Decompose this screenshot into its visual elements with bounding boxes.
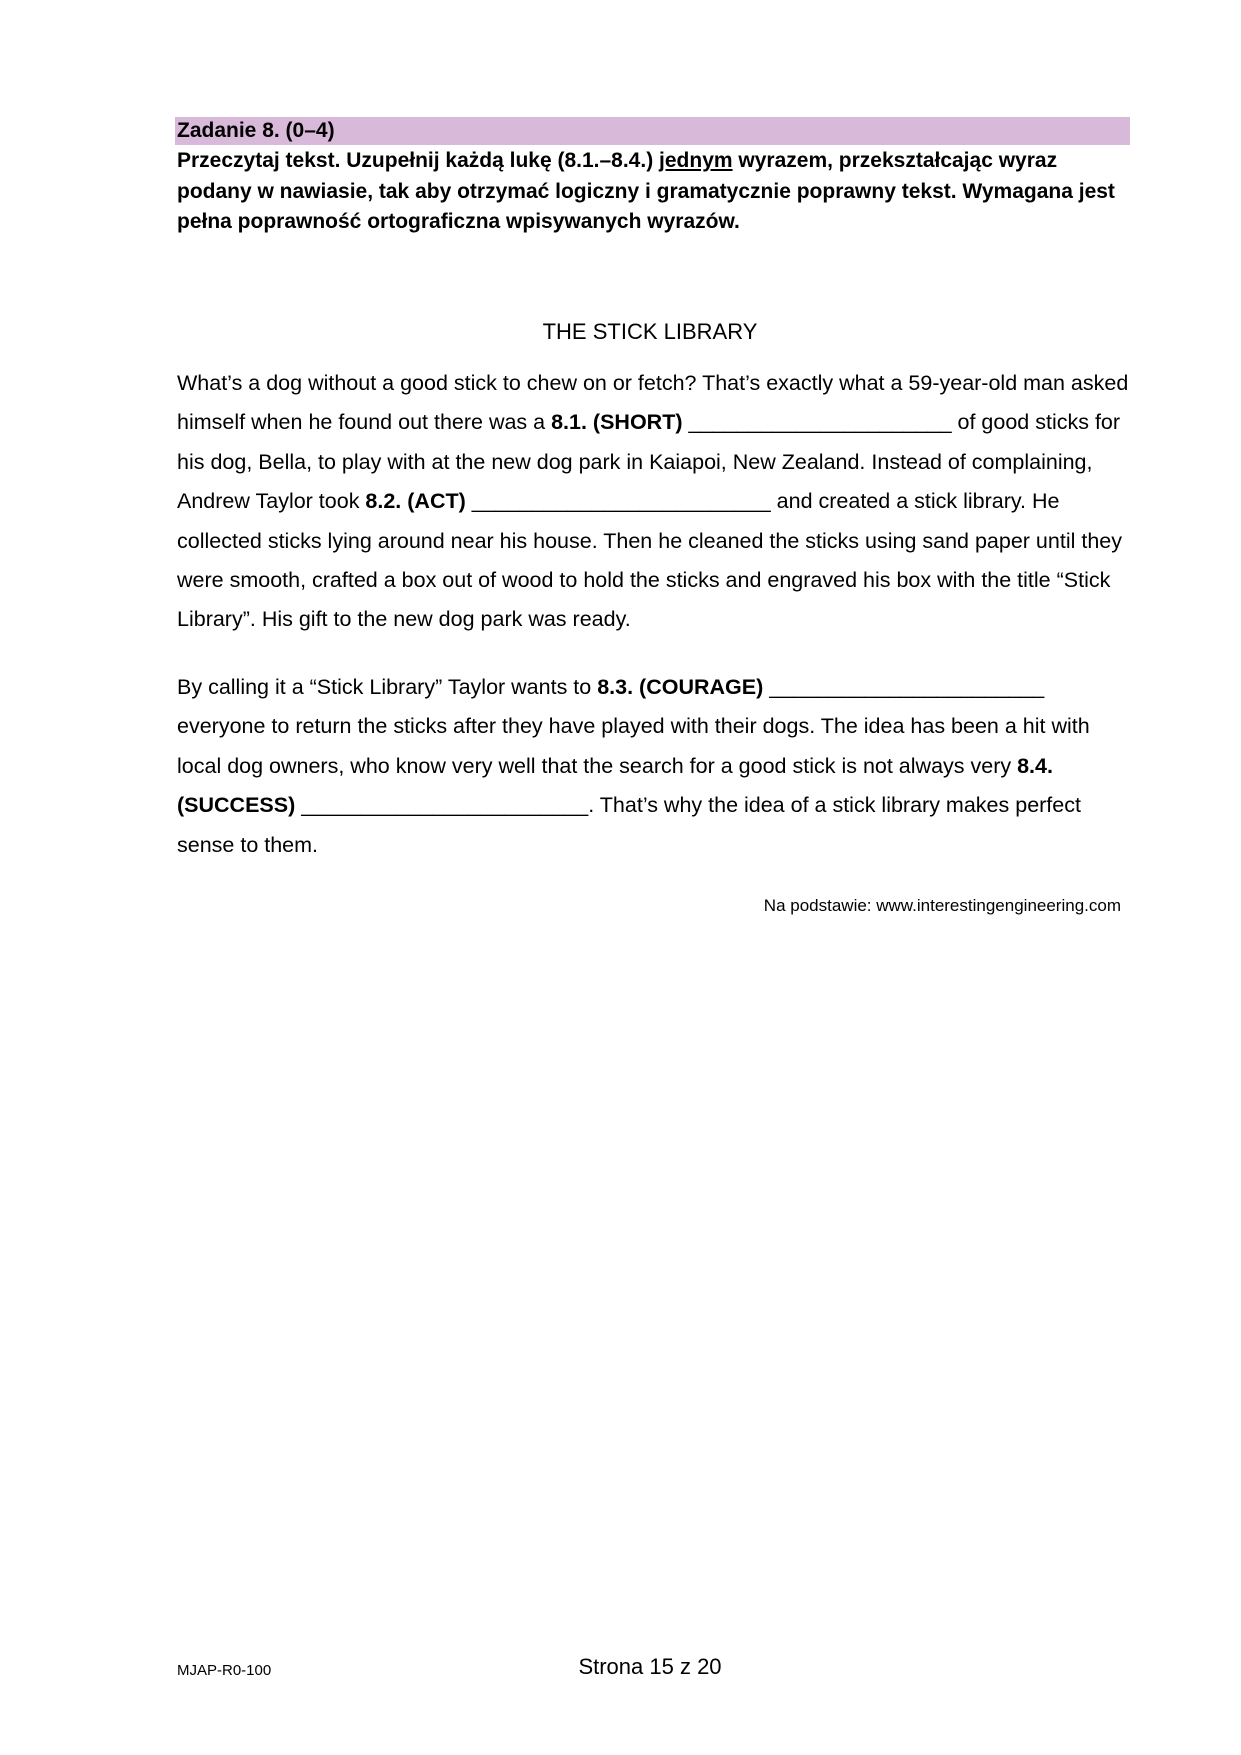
paragraph-text: everyone to return the sticks after they have played with their dogs. The idea has been a hit with local dog owners, who know very well that the search for a good stick is not always very <box>177 714 1090 778</box>
gap-8-3-blank[interactable]: _______________________ <box>769 675 1045 699</box>
article-paragraph-2 <box>177 668 1137 865</box>
paragraph-text: of good sticks for his dog, Bella, to play with at the new dog park in Kaiapoi, New Zealand. Instead of complaining, Andrew Taylor took <box>177 410 1121 514</box>
task-instructions <box>177 146 1137 238</box>
gap-8-1-blank[interactable]: ______________________ <box>688 410 952 435</box>
article-title: THE STICK LIBRARY <box>542 319 758 344</box>
paragraph-text: What’s a dog without a good stick to chew on or fetch? That’s exactly what a 59-year-old man asked himself when he found out there was a <box>177 371 1129 435</box>
instruction-text-2: wyrazem, przekształcając wyraz podany w nawiasie, tak aby otrzymać logiczny i gramatycznie poprawny tekst. Wymagana jest pełna poprawność ortograficzna wpisywanych wyrazów. <box>177 149 1115 233</box>
instruction-text-1: Przeczytaj tekst. Uzupełnij każdą lukę (8.1.–8.4.) <box>177 149 660 172</box>
page-number: Strona 15 z 20 <box>578 1654 722 1679</box>
document-code: MJAP-R0-100 <box>177 1662 272 1679</box>
gap-8-4-label: 8.4. (SUCCESS) <box>177 753 1053 818</box>
paragraph-text: By calling it a “Stick Library” Taylor wants to <box>177 675 598 699</box>
gap-8-3-label: 8.3. (COURAGE) <box>597 675 764 699</box>
gap-8-4-blank[interactable]: ________________________ <box>301 793 589 818</box>
paragraph-text: . That’s why the idea of a stick library makes perfect sense to them. <box>177 793 1081 857</box>
source-citation: Na podstawie: www.interestingengineering.com <box>763 896 1121 915</box>
paragraph-text: and created a stick library. He collected sticks lying around near his house. Then he cleaned the sticks using sand paper until they were smooth, crafted a box out of wood to hold the sticks and engraved his box with the title “Stick Library”. His gift to the new dog park was ready. <box>177 489 1122 632</box>
gap-8-1-label: 8.1. (SHORT) <box>551 410 683 435</box>
instruction-emphasis: jednym <box>659 149 733 172</box>
gap-8-2-blank[interactable]: _________________________ <box>471 489 771 514</box>
gap-8-2-label: 8.2. (ACT) <box>365 489 466 514</box>
article-paragraph-1 <box>177 364 1137 640</box>
task-header: Zadanie 8. (0–4) <box>175 117 1130 145</box>
